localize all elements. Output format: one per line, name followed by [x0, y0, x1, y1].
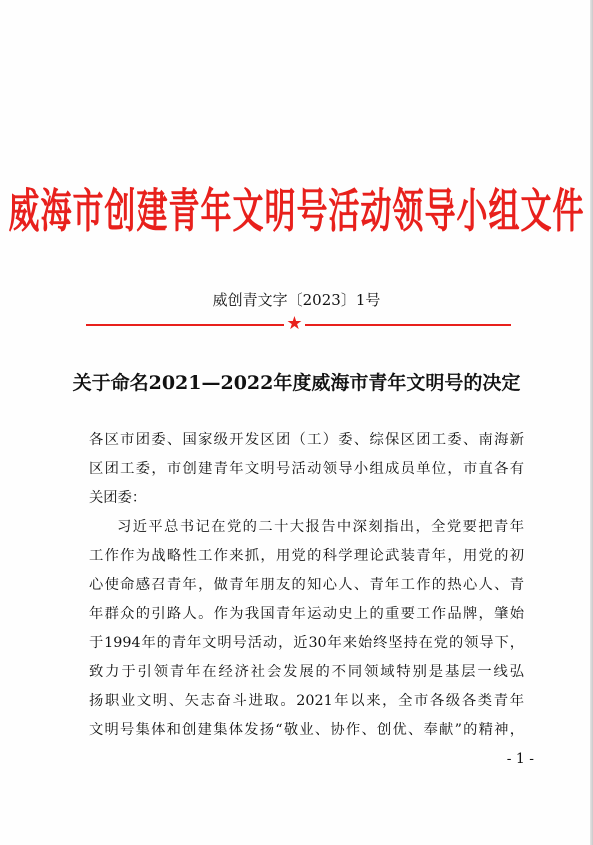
body-line-10: 扬职业文明、矢志奋斗进取。2021年以来，全市各级各类青年	[89, 693, 524, 709]
body-line-4: 习近平总书记在党的二十大报告中深刻指出，全党要把青年	[117, 519, 524, 535]
body-line-7: 年群众的引路人。作为我国青年运动史上的重要工作品牌，肇始	[89, 606, 524, 622]
body-line-9: 致力于引领青年在经济社会发展的不同领域特别是基层一线弘	[89, 664, 524, 680]
red-header-title: 威海市创建青年文明号活动领导小组文件	[8, 185, 585, 239]
document-number: 威创青文字〔2023〕1号	[212, 291, 381, 309]
body-line-8: 于1994年的青年文明号活动，近30年来始终坚持在党的领导下，	[89, 635, 524, 651]
body-line-3: 关团委：	[89, 490, 147, 506]
red-rule-left	[86, 324, 284, 326]
body-line-2: 区团工委，市创建青年文明号活动领导小组成员单位，市直各有	[89, 461, 524, 477]
red-rule-right	[305, 324, 511, 326]
body-line-5: 工作作为战略性工作来抓，用党的科学理论武装青年，用党的初	[89, 548, 524, 564]
body-line-6: 心使命感召青年，做青年朋友的知心人、青年工作的热心人、青	[89, 577, 524, 593]
body-line-1: 各区市团委、国家级开发区团（工）委、综保区团工委、南海新	[89, 432, 524, 448]
red-star-icon: ★	[286, 313, 303, 334]
page-number: - 1 -	[506, 751, 534, 767]
decision-title: 关于命名2021—2022年度威海市青年文明号的决定	[72, 372, 521, 394]
body-line-11: 文明号集体和创建集体发扬“敬业、协作、创优、奉献”的精神，	[89, 722, 524, 738]
